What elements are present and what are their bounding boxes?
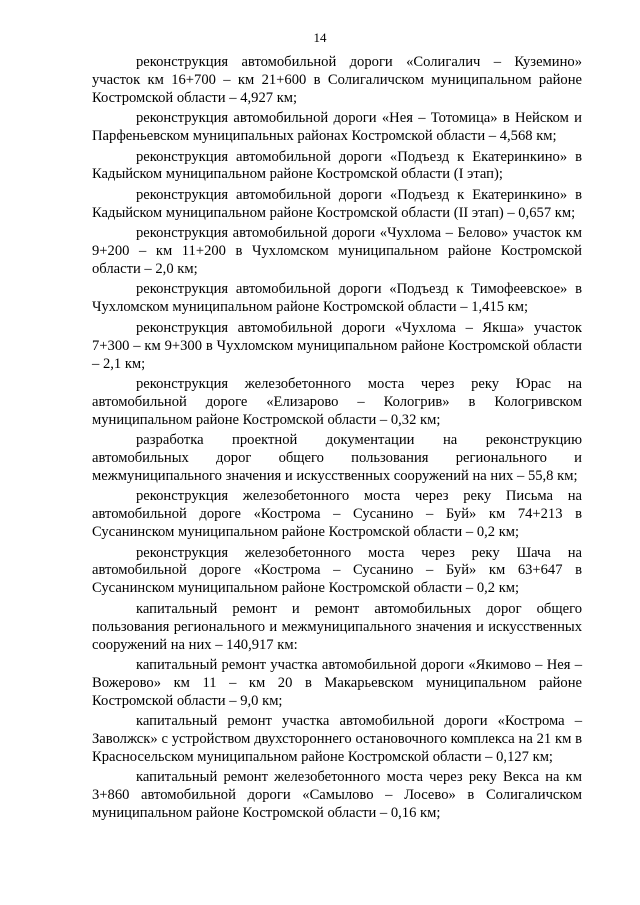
paragraph: капитальный ремонт участка автомобильной дороги «Кострома –Заволжск» с устройством двухстороннего остановочного комплекса на 21 км в Красносельском муниципальном районе Костромской области – 0,127 км;: [92, 713, 582, 766]
paragraph: капитальный ремонт и ремонт автомобильных дорог общего пользования регионального и межмуниципального значения и искусственных сооружений на них – 140,917 км:: [92, 600, 582, 653]
paragraph: капитальный ремонт участка автомобильной дороги «Якимово – Нея – Вожерово» км 11 – км 20 в Макарьевском муниципальном районе Костромской области – 9,0 км;: [92, 657, 582, 709]
paragraph: реконструкция железобетонного моста через реку Юрас на автомобильной дороге «Елизарово – Кологрив» в Кологривском муниципальном районе Костромской области – 0,32 км;: [92, 375, 582, 428]
paragraph: реконструкция автомобильной дороги «Подъезд к Тимофеевское» в Чухломском муниципальном районе Костромской области – 1,415 км;: [92, 281, 582, 316]
paragraph: разработка проектной документации на реконструкцию автомобильных дорог общего пользования регионального и межмуниципального значения и искусственных сооружений на них – 55,8 км;: [92, 432, 582, 484]
paragraph: реконструкция железобетонного моста через реку Письма на автомобильной дороге «Кострома – Сусанино – Буй» км 74+213 в Сусанинском муниципальном районе Костромской области – 0,2 км;: [92, 488, 582, 541]
paragraph: капитальный ремонт железобетонного моста через реку Векса на км 3+860 автомобильной дороги «Самылово – Лосево» в Солигаличском муниципальном районе Костромской области – 0,16 км;: [92, 769, 582, 822]
paragraph: реконструкция автомобильной дороги «Чухлома – Якша» участок 7+300 – км 9+300 в Чухломском муниципальном районе Костромской области – 2,1 км;: [92, 319, 582, 372]
paragraph: реконструкция автомобильной дороги «Подъезд к Екатеринкино» в Кадыйском муниципальном районе Костромской области (II этап) – 0,657 км;: [92, 186, 582, 221]
paragraph: реконструкция автомобильной дороги «Подъезд к Екатеринкино» в Кадыйском муниципальном районе Костромской области (I этап);: [92, 148, 582, 183]
paragraph: реконструкция автомобильной дороги «Нея – Тотомица» в Нейском и Парфеньевском муниципальных районах Костромской области – 4,568 км;: [92, 110, 582, 145]
document-body: [92, 54, 582, 826]
paragraph: реконструкция железобетонного моста через реку Шача на автомобильной дороге «Кострома – Сусанино – Буй» км 63+647 в Сусанинском муниципальном районе Костромской области – 0,2 км;: [92, 544, 582, 597]
paragraph: реконструкция автомобильной дороги «Солигалич – Куземино» участок км 16+700 – км 21+600 в Солигаличском муниципальном районе Костромской области – 4,927 км;: [92, 54, 582, 106]
paragraph: реконструкция автомобильной дороги «Чухлома – Белово» участок км 9+200 – км 11+200 в Чухломском муниципальном районе Костромской области – 2,0 км;: [92, 225, 582, 277]
page-number: 14: [313, 30, 327, 45]
